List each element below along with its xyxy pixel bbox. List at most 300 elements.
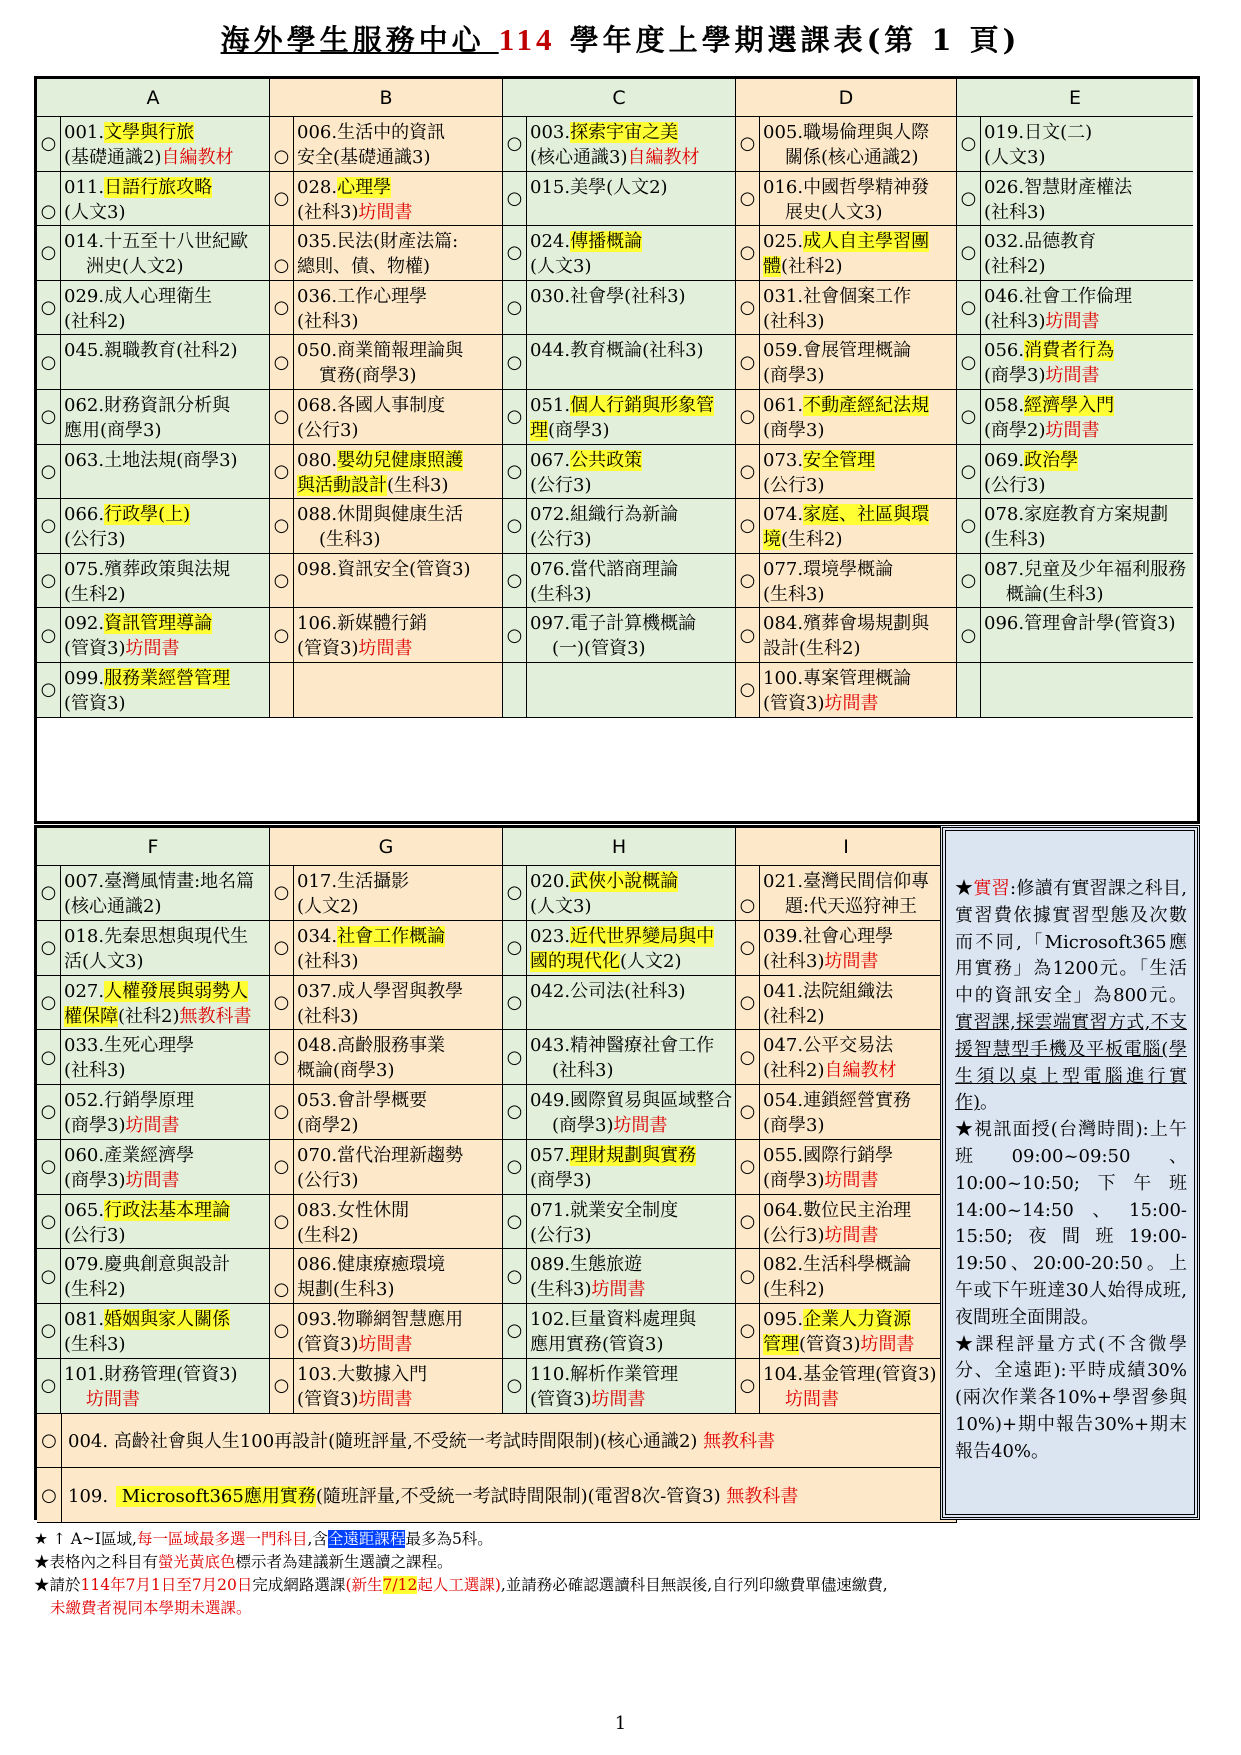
course-cell[interactable] [503,172,736,227]
course-cell[interactable] [37,1195,270,1250]
select-radio[interactable]: ○ [503,1195,527,1249]
course-cell[interactable] [957,335,1193,390]
course-cell[interactable] [37,976,270,1031]
course-subtitle: (社科3) [763,950,825,972]
select-radio[interactable]: ○ [736,1359,760,1413]
course-cell[interactable] [957,554,1193,609]
course-cell[interactable] [270,1085,503,1140]
course-code: 015. [530,176,571,198]
course-text [981,554,1193,608]
course-cell[interactable] [270,866,503,921]
course-text [527,976,735,1030]
course-cell[interactable] [37,1140,270,1195]
course-cell[interactable] [736,663,957,718]
select-radio[interactable]: ○ [503,390,527,444]
select-radio[interactable]: ○ [270,1304,294,1358]
course-cell[interactable] [37,921,270,976]
material-tag: 自編教材 [161,147,234,168]
course-cell[interactable] [270,281,503,336]
footer-line-1: ★ ↑ A~I區域,每一區域最多選一門科目,含全遠距課程最多為5科。 [34,1530,493,1548]
course-cell[interactable] [736,1140,957,1195]
select-radio[interactable]: ○ [270,866,294,920]
course-cell[interactable] [270,1359,503,1414]
course-subtitle: (商學3) [64,1115,126,1136]
course-text [294,1195,502,1249]
material-tag: 坊間書 [358,201,413,223]
course-cell[interactable] [957,226,1193,281]
select-radio[interactable]: ○ [270,1359,294,1413]
course-text [61,663,269,717]
select-radio[interactable]: ○ [957,499,981,553]
select-radio[interactable]: ○ [37,1249,61,1303]
course-text [61,172,269,227]
select-radio[interactable]: ○ [270,281,294,335]
course-subtitle: 規劃(生科3) [297,1279,395,1301]
course-name: 健康療癒環境 [337,1254,446,1276]
course-cell[interactable] [736,335,957,390]
course-cell[interactable] [503,1085,736,1140]
course-text [294,663,502,717]
course-cell[interactable] [736,117,957,172]
course-text [981,335,1193,389]
select-radio[interactable]: ○ [37,1414,62,1468]
course-name: 精神醫療社會工作 [570,1035,715,1057]
course-code: 011. [64,176,105,198]
select-radio[interactable]: ○ [37,663,61,717]
course-cell[interactable] [37,445,270,500]
course-cell[interactable] [957,499,1193,554]
course-cell[interactable] [503,390,736,445]
course-cell[interactable] [736,226,957,281]
course-name: 家庭教育方案規劃 [1024,504,1169,526]
course-name: 文學與行旅 [104,122,195,143]
course-cell[interactable] [736,866,957,921]
course-code: 098. [297,558,338,580]
course-code: 039. [763,925,804,947]
course-name: 組織行為新論 [570,504,679,526]
course-subtitle: (商學2) [297,1115,359,1136]
course-code: 072. [530,504,571,526]
select-radio[interactable]: ○ [270,117,294,172]
course-text [61,281,269,335]
select-radio[interactable]: ○ [957,390,981,444]
course-subtitle: (管資3) [64,692,126,714]
course-cell[interactable] [736,1249,957,1304]
select-radio[interactable]: ○ [736,866,760,921]
course-cell[interactable] [503,976,736,1031]
course-name: 生態旅遊 [570,1254,643,1276]
select-radio[interactable]: ○ [37,921,61,975]
course-text [981,117,1193,171]
course-cell[interactable] [736,1195,957,1250]
select-radio[interactable]: ○ [37,390,61,444]
select-radio[interactable]: ○ [503,1140,527,1194]
select-radio[interactable]: ○ [503,1359,527,1413]
select-radio[interactable]: ○ [37,1304,61,1358]
select-radio[interactable]: ○ [503,445,527,499]
course-cell[interactable] [736,172,957,227]
course-subtitle: (商學3) [763,419,825,441]
select-radio[interactable]: ○ [503,1249,527,1303]
page-number: 1 [614,1713,627,1734]
select-radio[interactable]: ○ [37,554,61,608]
course-subtitle: (生科3) [763,583,825,605]
course-text [294,117,502,172]
course-cell[interactable] [503,445,736,500]
select-radio[interactable]: ○ [736,663,760,717]
course-cell[interactable] [736,281,957,336]
course-subtitle: (生科3) [319,529,381,551]
select-radio[interactable]: ○ [270,172,294,226]
course-text [61,921,269,975]
course-subtitle: (社科3) [297,1005,359,1027]
note-video-class: ★視訊面授(台灣時間):上午班09:00~09:50、10:00~10:50;下午班14:00~14:50、15:00-15:50;夜間班19:00-19:50、20:00-20:50。上午或下午班達30人始得成班,夜間班全面開設。 [955,1119,1188,1328]
course-code: 051. [530,394,571,416]
course-code: 043. [530,1035,571,1057]
select-radio[interactable]: ○ [957,226,981,280]
select-radio[interactable]: ○ [270,976,294,1030]
course-code: 058. [984,394,1025,416]
course-cell[interactable] [503,1359,736,1414]
material-tag: 坊間書 [1045,310,1100,332]
course-name: 先秦思想與現代生 [104,925,249,947]
select-radio[interactable]: ○ [503,281,527,335]
course-cell[interactable] [270,608,503,663]
course-code: 076. [530,558,571,580]
course-text: 095.企業人力資源 管理(管資3)坊間書 [763,1309,915,1355]
select-radio[interactable]: ○ [37,226,61,280]
select-radio[interactable]: ○ [957,172,981,226]
select-radio[interactable]: ○ [957,554,981,608]
course-text [294,226,502,281]
select-radio[interactable]: ○ [736,499,760,553]
course-code: 068. [297,394,338,416]
course-subtitle: (公行3) [530,1224,592,1246]
course-text [294,281,502,335]
select-radio[interactable]: ○ [503,608,527,662]
course-name: 當代治理新趨勢 [337,1144,464,1166]
course-name: 成人學習與教學 [337,980,464,1002]
select-radio[interactable]: ○ [736,1249,760,1303]
course-cell[interactable] [37,172,270,227]
select-radio[interactable]: ○ [37,866,61,920]
course-cell[interactable] [270,172,503,227]
course-cell[interactable] [37,554,270,609]
course-name: 產業經濟學 [104,1144,195,1166]
select-radio[interactable]: ○ [270,554,294,608]
select-radio[interactable]: ○ [503,1304,527,1358]
course-cell[interactable] [957,172,1193,227]
course-cell[interactable] [736,390,957,445]
course-subtitle: 實務(商學3) [319,365,417,387]
select-radio[interactable]: ○ [503,499,527,553]
select-radio[interactable]: ○ [270,1085,294,1139]
select-radio[interactable]: ○ [736,1030,760,1084]
course-cell[interactable] [736,445,957,500]
course-text [294,1304,502,1358]
footer-line-2: ★表格內之科目有螢光黃底色標示者為建議新生選讀之課程。 [34,1553,453,1571]
select-radio[interactable]: ○ [37,608,61,662]
select-radio[interactable]: ○ [270,1030,294,1084]
course-cell[interactable] [270,117,503,172]
course-cell[interactable] [270,976,503,1031]
course-text [760,1030,956,1084]
select-radio[interactable]: ○ [503,554,527,608]
course-subtitle: 境 [763,529,781,551]
select-radio[interactable]: ○ [37,499,61,553]
select-radio[interactable]: ○ [736,172,760,226]
course-text [527,499,735,553]
course-name: 十五至十八世紀歐 [104,231,249,253]
select-radio[interactable]: ○ [736,921,760,975]
course-cell[interactable] [37,499,270,554]
course-name: 安全管理 [803,449,876,471]
select-radio[interactable]: ○ [270,921,294,975]
course-text [61,335,269,389]
course-name: 教育概論(社科3) [570,340,704,362]
course-cell [270,663,503,718]
select-radio[interactable]: ○ [37,1085,61,1139]
course-cell[interactable] [503,1030,736,1085]
course-cell[interactable] [270,226,503,281]
select-radio[interactable]: ○ [503,1085,527,1139]
select-radio[interactable]: ○ [37,1468,62,1522]
course-cell[interactable] [957,608,1193,663]
select-radio[interactable]: ○ [37,445,61,499]
course-cell[interactable] [957,445,1193,500]
course-cell[interactable] [37,866,270,921]
course-subtitle: (人文3) [984,147,1046,168]
select-radio[interactable]: ○ [503,226,527,280]
course-cell[interactable] [270,921,503,976]
course-code: 020. [530,871,571,892]
course-code: 102. [530,1309,571,1330]
course-cell[interactable] [503,499,736,554]
course-cell[interactable] [503,281,736,336]
course-name: 電子計算機概論 [570,613,697,635]
course-cell[interactable] [503,117,736,172]
select-radio[interactable]: ○ [270,335,294,389]
select-radio[interactable]: ○ [736,1195,760,1249]
course-code: 029. [64,285,105,307]
course-name: 個人行銷與形象管 [570,394,715,416]
course-text [760,1085,956,1139]
course-code: 021. [763,871,804,892]
select-radio[interactable]: ○ [270,1249,294,1304]
course-name: 生活攝影 [337,871,410,892]
select-radio[interactable]: ○ [736,281,760,335]
course-subtitle: 國的現代化 [530,950,620,972]
select-radio[interactable]: ○ [736,445,760,499]
course-cell[interactable] [270,1195,503,1250]
course-subtitle: (管資3) [297,1334,359,1355]
material-tag: 坊間書 [1045,419,1100,441]
select-radio[interactable]: ○ [37,335,61,389]
course-cell[interactable] [503,335,736,390]
course-cell[interactable] [37,608,270,663]
course-text [294,1359,502,1413]
course-cell[interactable] [270,554,503,609]
course-subtitle: (公行3) [530,529,592,551]
course-name: 行銷學原理 [104,1090,195,1111]
course-cell[interactable] [503,866,736,921]
select-radio[interactable]: ○ [736,1304,760,1358]
select-radio[interactable]: ○ [736,976,760,1030]
select-radio[interactable]: ○ [37,1030,61,1084]
course-subtitle: (商學3) [763,365,825,387]
select-radio[interactable]: ○ [957,608,981,662]
course-code: 044. [530,340,571,362]
course-cell[interactable] [736,976,957,1031]
select-radio[interactable]: ○ [270,499,294,553]
select-radio[interactable]: ○ [957,445,981,499]
course-name: 生活中的資訊 [337,122,446,143]
course-cell[interactable] [37,1359,270,1414]
select-radio[interactable]: ○ [736,1140,760,1194]
course-cell[interactable] [270,1140,503,1195]
select-radio[interactable]: ○ [37,976,61,1030]
course-name: 新媒體行銷 [337,613,428,635]
course-cell[interactable] [736,921,957,976]
select-radio[interactable]: ○ [270,1140,294,1194]
select-radio[interactable]: ○ [957,335,981,389]
select-radio[interactable]: ○ [270,1195,294,1249]
course-code: 088. [297,504,338,526]
course-cell[interactable] [270,1030,503,1085]
course-subtitle: (生科3) [984,529,1046,551]
course-cell[interactable] [37,226,270,281]
course-text [527,554,735,608]
select-radio[interactable]: ○ [736,1085,760,1139]
select-radio[interactable]: ○ [37,117,61,171]
course-cell[interactable] [37,1249,270,1304]
select-radio[interactable]: ○ [957,117,981,171]
course-cell[interactable] [37,281,270,336]
material-tag: 自編教材 [824,1060,897,1082]
select-radio[interactable]: ○ [270,226,294,281]
course-name: 職場倫理與人際 [803,122,930,143]
page-title: 海外學生服務中心 114 學年度上學期選課表(第 1 頁) [220,22,1021,57]
course-subtitle: (商學3) [530,1169,592,1191]
select-radio[interactable]: ○ [37,1195,61,1249]
material-tag: 坊間書 [86,1388,140,1410]
select-radio[interactable]: ○ [957,281,981,335]
course-cell[interactable] [270,499,503,554]
course-cell[interactable] [736,499,957,554]
course-subtitle: (商學3) [763,1115,825,1136]
select-radio[interactable]: ○ [37,1140,61,1194]
course-cell[interactable] [503,226,736,281]
course-name: 環境學概論 [803,558,894,580]
material-tag: 坊間書 [358,638,413,660]
course-name: 公司法(社科3) [570,980,686,1002]
course-cell[interactable] [957,281,1193,336]
course-cell[interactable] [270,390,503,445]
select-radio[interactable]: ○ [270,445,294,499]
course-cell[interactable] [37,1030,270,1085]
material-tag: 無教科書 [179,1005,252,1027]
select-radio[interactable]: ○ [37,1359,61,1413]
select-radio[interactable]: ○ [270,608,294,662]
select-radio[interactable]: ○ [503,1030,527,1084]
course-text: 051.個人行銷與形象管 理(商學3) [530,394,715,441]
course-cell[interactable] [503,1304,736,1359]
course-text [294,390,502,444]
course-cell[interactable] [503,1249,736,1304]
course-text [61,499,269,553]
select-radio[interactable]: ○ [503,335,527,389]
course-cell[interactable] [270,335,503,390]
course-cell[interactable] [37,663,270,718]
course-cell[interactable] [736,1359,957,1414]
course-name: 武俠小說概論 [570,871,679,892]
course-cell[interactable] [736,554,957,609]
course-cell[interactable] [736,1304,957,1359]
material-tag: 自編教材 [627,147,700,168]
course-name: 行政法基本理論 [104,1199,231,1221]
select-radio[interactable]: ○ [503,976,527,1030]
material-tag: 坊間書 [358,1334,413,1355]
wide-course-row[interactable] [37,1468,957,1523]
course-cell[interactable] [503,1195,736,1250]
course-cell[interactable] [503,554,736,609]
select-radio[interactable]: ○ [736,226,760,280]
course-code: 061. [763,394,804,416]
course-cell[interactable] [37,1085,270,1140]
course-subtitle: 與活動設計 [297,474,387,496]
course-subtitle: 總則、債、物權) [297,256,431,278]
course-name: 大數據入門 [337,1363,428,1385]
course-cell[interactable] [270,445,503,500]
course-cell[interactable] [957,117,1193,172]
course-cell[interactable] [37,390,270,445]
course-text [61,1030,269,1084]
course-name: 工作心理學 [337,285,428,307]
select-radio[interactable]: ○ [270,390,294,444]
course-cell[interactable] [736,1085,957,1140]
select-radio[interactable]: ○ [37,281,61,335]
course-cell[interactable] [503,1140,736,1195]
select-radio[interactable]: ○ [736,554,760,608]
course-code: 006. [297,122,338,143]
select-radio[interactable]: ○ [503,172,527,226]
course-cell[interactable] [37,335,270,390]
footer-notes [34,1528,1204,1620]
course-cell[interactable] [37,1304,270,1359]
select-radio[interactable]: ○ [503,117,527,171]
course-cell[interactable] [270,1249,503,1304]
select-radio[interactable]: ○ [736,117,760,171]
select-radio[interactable]: ○ [503,866,527,920]
select-radio[interactable]: ○ [37,172,61,227]
course-cell[interactable] [736,608,957,663]
select-radio[interactable]: ○ [736,390,760,444]
select-radio[interactable]: ○ [736,335,760,389]
course-cell[interactable] [270,1304,503,1359]
course-cell[interactable] [503,921,736,976]
course-cell[interactable] [957,390,1193,445]
select-radio[interactable]: ○ [503,921,527,975]
course-code: 084. [763,613,804,635]
course-cell[interactable] [37,117,270,172]
wide-course-row[interactable] [37,1414,957,1469]
select-radio[interactable]: ○ [736,608,760,662]
course-text [61,554,269,608]
course-name: 慶典創意與設計 [104,1254,231,1276]
course-cell[interactable] [736,1030,957,1085]
course-text [981,390,1193,444]
course-cell[interactable] [503,608,736,663]
